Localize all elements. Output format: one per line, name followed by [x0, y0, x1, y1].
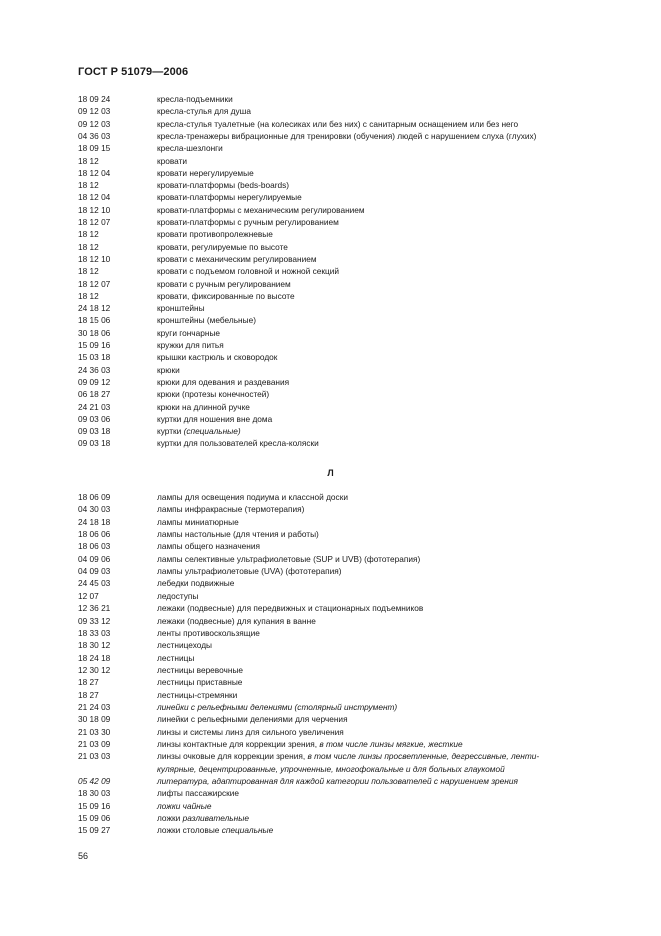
entry-text: линзы и системы линз для сильного увеличения: [157, 726, 344, 737]
entry-text: линзы очковые для коррекции зрения,: [157, 751, 306, 762]
classification-code: 18 12: [78, 229, 99, 240]
entry-description: [157, 517, 239, 528]
classification-code: 18 24 18: [78, 652, 111, 663]
entry-description: [157, 414, 272, 425]
entry-text: кресла-стулья туалетные (на колесиках или без них) с санитарным оснащением или без него: [157, 118, 519, 129]
entry-text-italic: в том числе линзы мягкие, жесткие: [319, 739, 463, 749]
classification-code: 18 12: [78, 266, 99, 277]
classification-code: 15 09 16: [78, 340, 111, 350]
entry-text: лестницы-стремянки: [157, 689, 238, 700]
entry-text: ледоступы: [157, 590, 199, 601]
entry-description: [157, 727, 344, 738]
entry-description: [157, 365, 180, 376]
classification-code: 04 09 06: [78, 553, 111, 564]
entry-description: [157, 279, 291, 290]
classification-code: 18 12: [78, 180, 99, 191]
classification-code: 15 09 16: [78, 800, 111, 811]
classification-code: 12 36 21: [78, 603, 111, 614]
entry-description: [157, 180, 289, 191]
entry-description: [157, 825, 273, 836]
classification-code: 09 03 18: [78, 438, 111, 449]
classification-code: 24 45 03: [78, 578, 111, 589]
entry-text: лампы общего назначения: [157, 541, 260, 552]
entry-text-italic: в том числе линзы просветленные, дегрессивные, ленти-: [307, 751, 540, 762]
entry-text: лежаки (подвесные) для передвижных и стационарных подъемников: [157, 603, 424, 614]
entry-description: [157, 352, 277, 363]
classification-code: 24 18 18: [78, 516, 111, 527]
entry-description: [157, 94, 233, 105]
entry-text: кровати с механическим регулированием: [157, 253, 317, 264]
entry-description: [157, 119, 518, 130]
entry-description: [157, 315, 256, 326]
classification-code: 09 09 12: [78, 376, 111, 387]
entry-text: кровати: [157, 155, 188, 166]
entry-description: [157, 702, 397, 713]
classification-code: 15 03 18: [78, 352, 111, 363]
entry-description: [157, 529, 319, 540]
entry-text: лежаки (подвесные) для купания в ванне: [157, 615, 316, 626]
entry-description: [157, 801, 211, 812]
classification-code: 18 12: [78, 241, 99, 252]
entry-description: [157, 690, 237, 701]
classification-code: 04 30 03: [78, 504, 111, 515]
entry-text: кронштейны (мебельные): [157, 315, 256, 326]
classification-code: 18 12 04: [78, 167, 111, 178]
entry-text: линейки с рельефными делениями для черчения: [157, 714, 348, 725]
entry-description: [157, 143, 223, 154]
entry-description: [157, 776, 518, 787]
entry-description: [157, 303, 205, 314]
entry-text: кровати с ручным регулированием: [157, 278, 291, 289]
classification-code: 09 33 12: [78, 615, 111, 626]
entry-description: [157, 217, 339, 228]
classification-code: 24 36 03: [78, 364, 111, 375]
entry-text: кронштейны: [157, 303, 205, 314]
entry-description: [157, 254, 317, 265]
page-number: 56: [78, 851, 89, 861]
classification-code: 18 30 12: [78, 640, 111, 651]
classification-code: 18 06 09: [78, 492, 111, 502]
classification-code: 18 12 07: [78, 217, 111, 227]
entry-text: лампы настольные (для чтения и работы): [157, 529, 319, 540]
classification-code: 18 09 24: [78, 94, 111, 104]
entry-text: кровати-платформы (beds-boards): [157, 180, 290, 191]
entry-text: куртки для пользователей кресла-коляски: [157, 438, 319, 449]
classification-code: 09 03 18: [78, 426, 111, 437]
entry-text: лифты пассажирские: [157, 788, 240, 799]
classification-code: 21 03 09: [78, 739, 111, 749]
entry-text: лампы миниатюрные: [157, 516, 239, 527]
classification-code: 05 42 09: [78, 776, 111, 787]
entry-text: крюки (протезы конечностей): [157, 389, 270, 400]
classification-code: 09 03 06: [78, 413, 111, 424]
classification-code: 18 09 15: [78, 143, 111, 154]
classification-code: 30 18 09: [78, 714, 111, 725]
entry-text: лампы для освещения подиума и классной доски: [157, 492, 348, 502]
entry-description: [157, 291, 295, 302]
entry-text-italic: ложки чайные: [157, 800, 212, 811]
entry-description: [157, 578, 234, 589]
classification-code: 21 24 03: [78, 701, 111, 712]
entry-text: кровати-платформы с ручным регулированием: [157, 217, 339, 227]
entry-text-italic: разливательные: [182, 813, 249, 824]
entry-description: [157, 751, 539, 762]
entry-description: [157, 402, 250, 413]
entry-text: крюки: [157, 364, 180, 375]
entry-description: [157, 603, 423, 614]
classification-code: 15 09 06: [78, 813, 111, 824]
entry-description: [157, 714, 348, 725]
entry-description: [157, 492, 348, 503]
entry-description: [157, 764, 505, 775]
entry-description: [157, 426, 241, 437]
entry-description: [157, 205, 365, 216]
entry-description: [157, 192, 302, 203]
classification-code: 21 03 30: [78, 726, 111, 737]
entry-text: лестницеходы: [157, 640, 213, 651]
entry-text-italic: (специальные): [183, 426, 241, 437]
entry-description: [157, 554, 420, 565]
entry-description: [157, 788, 239, 799]
entry-description: [157, 665, 243, 676]
entry-text: ложки: [157, 813, 181, 824]
entry-text: кресла-тренажеры вибрационные для тренировки (обучения) людей с нарушением слуха (глухих): [157, 130, 537, 141]
entry-description: [157, 389, 269, 400]
entry-description: [157, 677, 242, 688]
classification-code: 21 03 03: [78, 751, 111, 762]
classification-code: 18 27: [78, 677, 99, 688]
entry-description: [157, 266, 339, 277]
entry-description: [157, 813, 249, 824]
entry-text: кровати, регулируемые по высоте: [157, 241, 288, 252]
classification-code: 18 15 06: [78, 315, 111, 326]
entry-description: [157, 328, 220, 339]
entry-text: кровати, фиксированные по высоте: [157, 290, 295, 301]
entry-description: [157, 541, 260, 552]
entry-description: [157, 131, 536, 142]
classification-code: 04 09 03: [78, 566, 111, 577]
entry-description: [157, 377, 289, 388]
entry-text: лампы инфракрасные (термотерапия): [157, 504, 305, 515]
classification-code: 12 30 12: [78, 664, 111, 675]
entry-text-italic: литература, адаптированная для каждой категории пользователей с нарушением зрения: [157, 776, 518, 787]
entry-text: куртки: [157, 426, 182, 437]
entry-text: кресла-стулья для душа: [157, 106, 251, 117]
entry-text: линзы контактные для коррекции зрения,: [157, 739, 318, 749]
entry-description: [157, 739, 463, 750]
entry-description: [157, 242, 288, 253]
entry-description: [157, 628, 260, 639]
entry-text: лестницы веревочные: [157, 664, 244, 675]
entry-description: [157, 156, 187, 167]
classification-code: 24 21 03: [78, 401, 111, 412]
entry-text: лестницы: [157, 652, 195, 663]
entry-text: лампы ультрафиолетовые (UVA) (фототерапия): [157, 566, 342, 577]
entry-text: кровати противопролежневые: [157, 229, 273, 240]
entry-text: ленты противоскользящие: [157, 627, 260, 638]
classification-code: 15 09 27: [78, 825, 111, 836]
classification-code: 18 12 04: [78, 192, 111, 203]
classification-code: 06 18 27: [78, 389, 111, 400]
classification-code: 18 12 10: [78, 253, 111, 264]
classification-code: 09 12 03: [78, 118, 111, 129]
entry-text: круги гончарные: [157, 327, 221, 338]
classification-code: 30 18 06: [78, 327, 111, 338]
entry-description: [157, 504, 304, 515]
classification-code: 18 06 06: [78, 529, 111, 540]
page-header: ГОСТ Р 51079—2006: [78, 66, 189, 78]
entry-text: лестницы приставные: [157, 677, 243, 688]
entry-text: кровати-платформы с механическим регулированием: [157, 204, 365, 215]
entry-text: кружки для питья: [157, 340, 224, 350]
entry-text: кресла-подъемники: [157, 94, 233, 104]
entry-description: [157, 616, 316, 627]
entry-text: кровати нерегулируемые: [157, 167, 254, 178]
classification-code: 09 12 03: [78, 106, 111, 117]
entry-description: [157, 591, 198, 602]
entry-text: лебедки подвижные: [157, 578, 235, 589]
entry-text: лампы селективные ультрафиолетовые (SUP и UVB) (фототерапия): [157, 553, 421, 564]
entry-description: [157, 438, 319, 449]
entry-description: [157, 168, 254, 179]
entry-text-italic: кулярные, децентрированные, упрочненные, многофокальные и для больных глаукомой: [157, 763, 505, 774]
classification-code: 18 30 03: [78, 788, 111, 799]
classification-code: 12 07: [78, 590, 99, 601]
entry-text: крюки для одевания и раздевания: [157, 376, 290, 387]
entry-description: [157, 653, 194, 664]
entry-description: [157, 340, 224, 351]
entry-text: кровати с подъемом головной и ножной секций: [157, 266, 340, 277]
entry-description: [157, 566, 341, 577]
entry-text: крюки на длинной ручке: [157, 401, 250, 412]
entry-description: [157, 229, 273, 240]
classification-code: 18 12: [78, 290, 99, 301]
classification-code: 18 12 07: [78, 278, 111, 289]
entry-text-italic: линейки с рельефными делениями (столярный инструмент): [157, 701, 398, 712]
classification-code: 18 12 10: [78, 204, 111, 215]
entry-description: [157, 106, 251, 117]
entry-text: ложки столовые: [157, 825, 220, 836]
entry-text-italic: специальные: [221, 825, 274, 836]
classification-code: 24 18 12: [78, 303, 111, 314]
classification-code: 18 06 03: [78, 541, 111, 552]
section-letter-heading: Л: [327, 468, 334, 478]
classification-code: 04 36 03: [78, 130, 111, 141]
entry-text: кровати-платформы нерегулируемые: [157, 192, 302, 203]
entry-text: кресла-шезлонги: [157, 143, 223, 154]
entry-text: куртки для ношения вне дома: [157, 413, 273, 424]
classification-code: 18 27: [78, 689, 99, 700]
classification-code: 18 12: [78, 155, 99, 166]
classification-code: 18 33 03: [78, 627, 111, 638]
entry-description: [157, 640, 212, 651]
entry-text: крышки кастрюль и сковородок: [157, 352, 278, 363]
